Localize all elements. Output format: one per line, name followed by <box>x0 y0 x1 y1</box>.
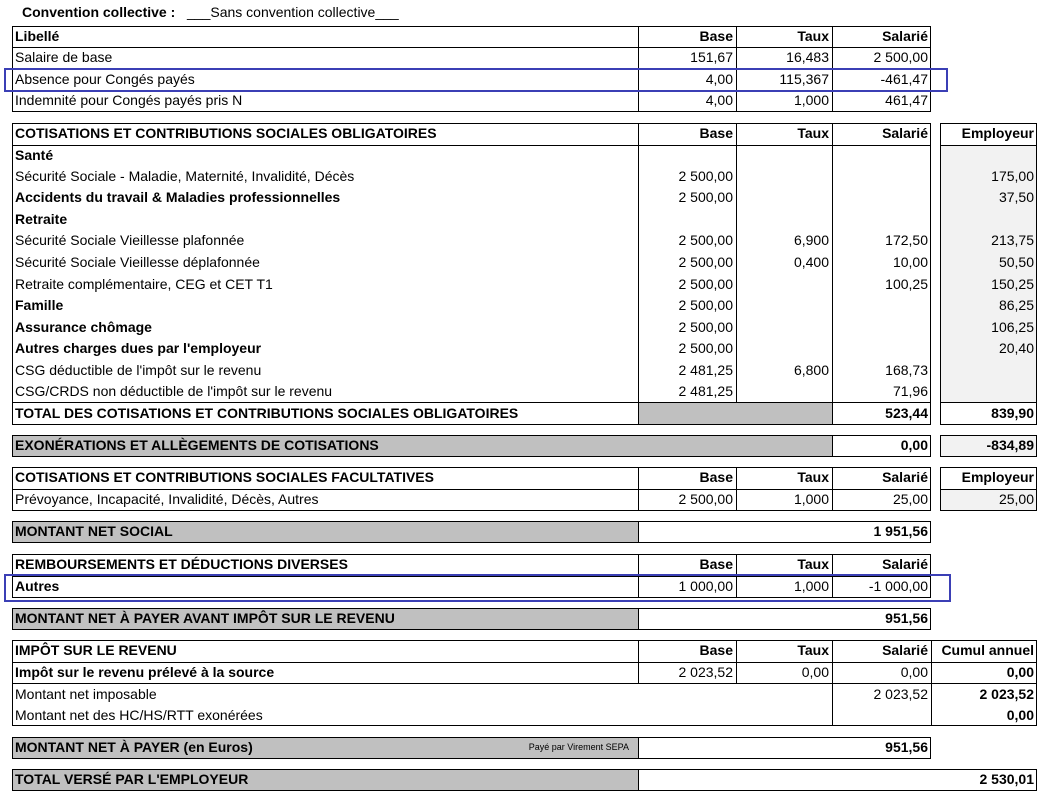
table-cell: 0,00 <box>801 664 829 680</box>
table-cell: 20,40 <box>998 340 1034 356</box>
table-cell: 175,00 <box>991 168 1034 184</box>
cotisations-title: COTISATIONS ET CONTRIBUTIONS SOCIALES OBLIGATOIRES <box>15 125 437 141</box>
table-cell: 25,00 <box>998 491 1034 507</box>
table-cell: Absence pour Congés payés <box>15 71 195 87</box>
table-cell: 4,00 <box>705 92 733 108</box>
table-cell: 1,000 <box>793 491 829 507</box>
table-cell: 2 500,00 <box>678 340 733 356</box>
table-cell: 50,50 <box>998 254 1034 270</box>
col-salarie-header: Salarié <box>882 28 928 44</box>
table-cell: 2 500,00 <box>678 297 733 313</box>
facultatives-title: COTISATIONS ET CONTRIBUTIONS SOCIALES FACULTATIVES <box>15 469 434 485</box>
table-cell: Sécurité Sociale Vieillesse plafonnée <box>15 232 245 248</box>
total-verse-label: TOTAL VERSÉ PAR L'EMPLOYEUR <box>15 771 249 787</box>
remboursements-title: REMBOURSEMENTS ET DÉDUCTIONS DIVERSES <box>15 556 348 572</box>
table-cell: 71,96 <box>892 383 928 399</box>
table-cell: 1 000,00 <box>678 578 733 594</box>
table-cell: 461,47 <box>885 92 928 108</box>
table-cell: Famille <box>15 297 64 313</box>
col-base-header: Base <box>699 642 733 658</box>
table-cell: Autres <box>15 578 60 594</box>
table-cell: 25,00 <box>892 491 928 507</box>
table-cell: 10,00 <box>892 254 928 270</box>
payment-method-note: Payé par Virement SEPA <box>528 742 629 752</box>
table-cell: CSG/CRDS non déductible de l'impôt sur le revenu <box>15 383 333 399</box>
table-cell: 2 500,00 <box>678 254 733 270</box>
table-cell: Prévoyance, Incapacité, Invalidité, Décès, Autres <box>15 491 319 507</box>
table-cell: 106,25 <box>991 319 1034 335</box>
table-cell: 2 500,00 <box>678 491 733 507</box>
table-cell: 2 500,00 <box>678 189 733 205</box>
table-cell: 2 500,00 <box>678 276 733 292</box>
table-cell: Accidents du travail & Maladies professionnelles <box>15 189 341 205</box>
col-base-header: Base <box>699 556 733 572</box>
table-cell: 6,800 <box>793 362 829 378</box>
table-cell: Sécurité Sociale - Maladie, Maternité, Invalidité, Décès <box>15 168 355 184</box>
impot-title: IMPÔT SUR LE REVENU <box>15 642 177 658</box>
net-avant-impot-value: 951,56 <box>885 610 928 626</box>
exonerations-label: EXONÉRATIONS ET ALLÈGEMENTS DE COTISATIONS <box>15 437 379 453</box>
table-cell: Autres charges dues par l'employeur <box>15 340 262 356</box>
table-cell: 2 500,00 <box>678 232 733 248</box>
net-avant-impot-label: MONTANT NET À PAYER AVANT IMPÔT SUR LE REVENU <box>15 610 395 626</box>
table-cell: 151,67 <box>690 49 733 65</box>
table-cell: -461,47 <box>880 71 928 87</box>
col-taux-header: Taux <box>797 469 829 485</box>
total-label: TOTAL DES COTISATIONS ET CONTRIBUTIONS SOCIALES OBLIGATOIRES <box>15 405 519 421</box>
table-cell: Montant net des HC/HS/RTT exonérées <box>15 707 263 723</box>
table-cell: 115,367 <box>779 71 829 87</box>
table-cell: Montant net imposable <box>15 686 157 702</box>
table-cell: Santé <box>15 147 54 163</box>
table-cell: 0,400 <box>793 254 829 270</box>
table-cell: 1,000 <box>793 578 829 594</box>
table-cell: 2 023,52 <box>979 686 1034 702</box>
table-cell: Salaire de base <box>15 49 113 65</box>
col-base-header: Base <box>699 125 733 141</box>
col-employeur-header: Employeur <box>961 125 1034 141</box>
table-cell: 2 023,52 <box>873 686 928 702</box>
table-cell: 86,25 <box>998 297 1034 313</box>
total-salarie: 523,44 <box>885 405 928 421</box>
table-cell: 1,000 <box>793 92 829 108</box>
table-cell: 2 500,00 <box>678 319 733 335</box>
col-taux-header: Taux <box>797 556 829 572</box>
table-cell: 6,900 <box>793 232 829 248</box>
table-cell: 168,73 <box>885 362 928 378</box>
table-cell: 2 023,52 <box>678 664 733 680</box>
table-cell: 2 481,25 <box>678 362 733 378</box>
col-salarie-header: Salarié <box>882 469 928 485</box>
table-cell: 0,00 <box>900 664 928 680</box>
highlight-box-autres <box>4 574 951 602</box>
table-cell: 172,50 <box>885 232 928 248</box>
table-cell: 2 500,00 <box>873 49 928 65</box>
table-cell: 2 481,25 <box>678 383 733 399</box>
table-cell: Assurance chômage <box>15 319 152 335</box>
col-base-header: Base <box>699 28 733 44</box>
table-cell: 0,00 <box>1006 707 1034 723</box>
total-employeur: 839,90 <box>991 405 1034 421</box>
table-cell: -1 000,00 <box>868 578 928 594</box>
col-salarie-header: Salarié <box>882 642 928 658</box>
table-cell: 100,25 <box>885 276 928 292</box>
net-social-label: MONTANT NET SOCIAL <box>15 523 173 539</box>
exonerations-employeur: -834,89 <box>986 437 1034 453</box>
table-cell: Sécurité Sociale Vieillesse déplafonnée <box>15 254 260 270</box>
table-cell: 16,483 <box>786 49 829 65</box>
col-cumul-header: Cumul annuel <box>941 642 1034 658</box>
col-taux-header: Taux <box>797 642 829 658</box>
highlight-box-absence <box>4 68 948 92</box>
net-a-payer-value: 951,56 <box>885 739 928 755</box>
col-salarie-header: Salarié <box>882 556 928 572</box>
table-cell: 4,00 <box>705 71 733 87</box>
table-cell: 2 500,00 <box>678 168 733 184</box>
table-cell: Impôt sur le revenu prélevé à la source <box>15 664 275 680</box>
net-social-value: 1 951,56 <box>873 523 928 539</box>
convention-value: ___Sans convention collective___ <box>187 4 399 20</box>
table-cell: CSG déductible de l'impôt sur le revenu <box>15 362 262 378</box>
net-a-payer-label: MONTANT NET À PAYER (en Euros) <box>15 739 253 755</box>
table-cell: 37,50 <box>998 189 1034 205</box>
col-salarie-header: Salarié <box>882 125 928 141</box>
total-verse-value: 2 530,01 <box>979 771 1034 787</box>
col-libelle-header: Libellé <box>15 28 60 44</box>
table-cell: 0,00 <box>1006 664 1034 680</box>
col-taux-header: Taux <box>797 28 829 44</box>
table-cell: 213,75 <box>991 232 1034 248</box>
table-cell: Retraite complémentaire, CEG et CET T1 <box>15 276 273 292</box>
convention-label: Convention collective : <box>22 4 176 20</box>
exonerations-salarie: 0,00 <box>900 437 928 453</box>
table-cell: Retraite <box>15 211 68 227</box>
table-cell: 150,25 <box>991 276 1034 292</box>
col-base-header: Base <box>699 469 733 485</box>
col-taux-header: Taux <box>797 125 829 141</box>
table-cell: Indemnité pour Congés payés pris N <box>15 92 243 108</box>
col-employeur-header: Employeur <box>961 469 1034 485</box>
